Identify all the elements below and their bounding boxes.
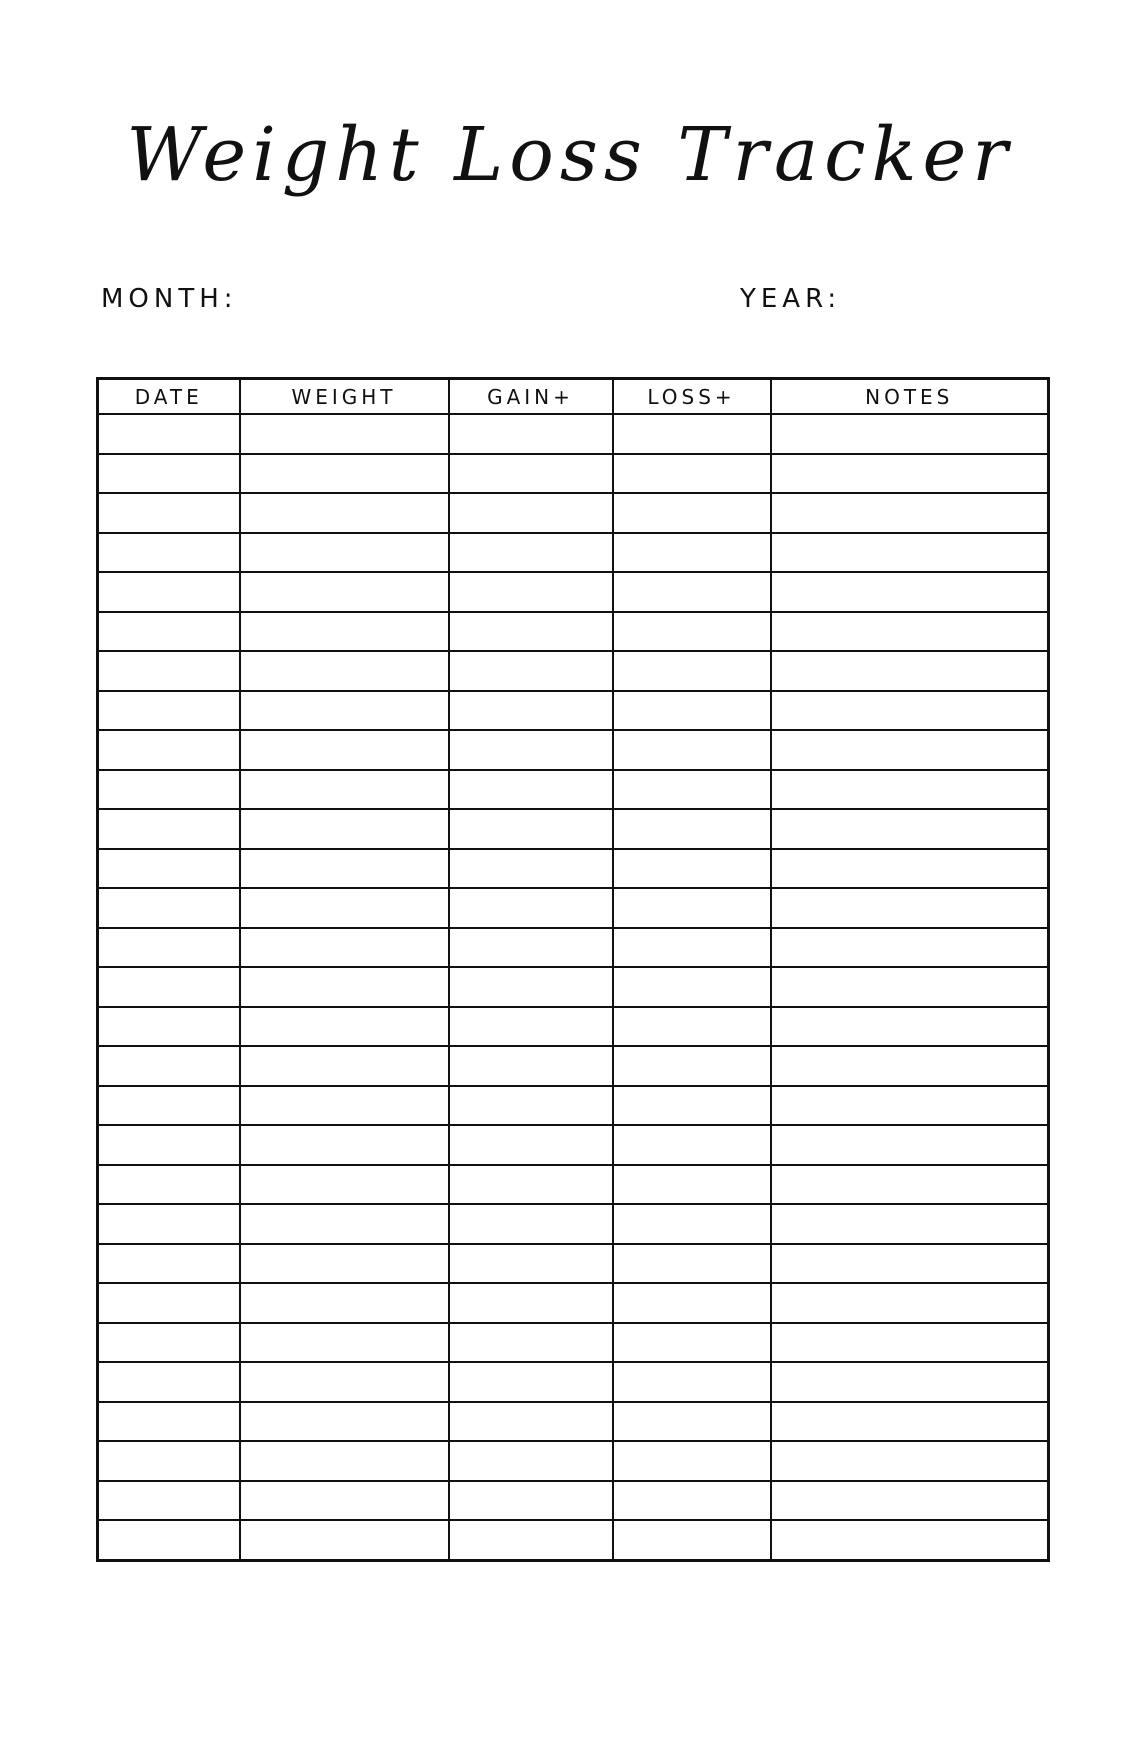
loss-cell[interactable] — [613, 533, 771, 573]
weight-cell[interactable] — [240, 1323, 449, 1363]
notes-cell[interactable] — [771, 888, 1049, 928]
notes-cell[interactable] — [771, 730, 1049, 770]
notes-cell[interactable] — [771, 1046, 1049, 1086]
weight-cell[interactable] — [240, 533, 449, 573]
date-cell[interactable] — [98, 612, 240, 652]
gain-cell[interactable] — [449, 809, 613, 849]
date-cell[interactable] — [98, 770, 240, 810]
table-row — [98, 651, 1049, 691]
notes-cell[interactable] — [771, 1402, 1049, 1442]
date-cell[interactable] — [98, 1402, 240, 1442]
weight-cell[interactable] — [240, 651, 449, 691]
tracker-table — [96, 377, 1050, 1562]
gain-cell[interactable] — [449, 572, 613, 612]
weight-cell[interactable] — [240, 493, 449, 533]
gain-cell[interactable] — [449, 1046, 613, 1086]
table-row — [98, 967, 1049, 1007]
notes-cell[interactable] — [771, 1362, 1049, 1402]
column-header-loss: LOSS+ — [613, 379, 771, 415]
table-row — [98, 1323, 1049, 1363]
gain-cell[interactable] — [449, 1520, 613, 1560]
weight-cell[interactable] — [240, 888, 449, 928]
notes-cell[interactable] — [771, 612, 1049, 652]
weight-cell[interactable] — [240, 1481, 449, 1521]
weight-cell[interactable] — [240, 454, 449, 494]
notes-cell[interactable] — [771, 572, 1049, 612]
date-cell[interactable] — [98, 730, 240, 770]
loss-cell[interactable] — [613, 1086, 771, 1126]
weight-cell[interactable] — [240, 1086, 449, 1126]
notes-cell[interactable] — [771, 849, 1049, 889]
notes-cell[interactable] — [771, 1283, 1049, 1323]
table-row — [98, 928, 1049, 968]
date-cell[interactable] — [98, 809, 240, 849]
notes-cell[interactable] — [771, 1204, 1049, 1244]
weight-cell[interactable] — [240, 1046, 449, 1086]
loss-cell[interactable] — [613, 1125, 771, 1165]
weight-cell[interactable] — [240, 1204, 449, 1244]
weight-cell[interactable] — [240, 1520, 449, 1560]
weight-cell[interactable] — [240, 730, 449, 770]
date-cell[interactable] — [98, 1086, 240, 1126]
page-title: Weight Loss Tracker — [126, 112, 1014, 198]
table-row — [98, 533, 1049, 573]
table-row — [98, 414, 1049, 454]
table-header-row — [98, 379, 1049, 415]
weight-cell[interactable] — [240, 1007, 449, 1047]
gain-cell[interactable] — [449, 849, 613, 889]
date-cell[interactable] — [98, 651, 240, 691]
table-row — [98, 888, 1049, 928]
date-cell[interactable] — [98, 1481, 240, 1521]
weight-cell[interactable] — [240, 1362, 449, 1402]
weight-cell[interactable] — [240, 414, 449, 454]
gain-cell[interactable] — [449, 1007, 613, 1047]
table-row — [98, 1362, 1049, 1402]
loss-cell[interactable] — [613, 493, 771, 533]
notes-cell[interactable] — [771, 1007, 1049, 1047]
loss-cell[interactable] — [613, 1362, 771, 1402]
weight-cell[interactable] — [240, 928, 449, 968]
table-row — [98, 1402, 1049, 1442]
loss-cell[interactable] — [613, 1007, 771, 1047]
table-row — [98, 730, 1049, 770]
weight-cell[interactable] — [240, 1441, 449, 1481]
loss-cell[interactable] — [613, 1244, 771, 1284]
table-row — [98, 1283, 1049, 1323]
loss-cell[interactable] — [613, 888, 771, 928]
date-cell[interactable] — [98, 849, 240, 889]
column-header-gain: GAIN+ — [449, 379, 613, 415]
weight-cell[interactable] — [240, 691, 449, 731]
notes-cell[interactable] — [771, 1323, 1049, 1363]
gain-cell[interactable] — [449, 414, 613, 454]
notes-cell[interactable] — [771, 809, 1049, 849]
year-label: YEAR: — [740, 284, 842, 314]
table-row — [98, 1244, 1049, 1284]
date-cell[interactable] — [98, 1441, 240, 1481]
notes-cell[interactable] — [771, 1441, 1049, 1481]
date-cell[interactable] — [98, 928, 240, 968]
gain-cell[interactable] — [449, 493, 613, 533]
gain-cell[interactable] — [449, 1402, 613, 1442]
table-row — [98, 1204, 1049, 1244]
date-cell[interactable] — [98, 1520, 240, 1560]
date-cell[interactable] — [98, 533, 240, 573]
column-header-notes: NOTES — [771, 379, 1049, 415]
date-cell[interactable] — [98, 454, 240, 494]
table-row — [98, 1165, 1049, 1205]
notes-cell[interactable] — [771, 1481, 1049, 1521]
gain-cell[interactable] — [449, 1125, 613, 1165]
weight-cell[interactable] — [240, 809, 449, 849]
loss-cell[interactable] — [613, 1402, 771, 1442]
date-cell[interactable] — [98, 1283, 240, 1323]
table-row — [98, 1441, 1049, 1481]
notes-cell[interactable] — [771, 1125, 1049, 1165]
weight-cell[interactable] — [240, 1244, 449, 1284]
gain-cell[interactable] — [449, 888, 613, 928]
table-row — [98, 612, 1049, 652]
table-row — [98, 1007, 1049, 1047]
date-cell[interactable] — [98, 1244, 240, 1284]
notes-cell[interactable] — [771, 967, 1049, 1007]
date-cell[interactable] — [98, 1323, 240, 1363]
notes-cell[interactable] — [771, 651, 1049, 691]
date-cell[interactable] — [98, 691, 240, 731]
table-row — [98, 454, 1049, 494]
month-label: MONTH: — [101, 284, 238, 314]
table-row — [98, 572, 1049, 612]
weight-cell[interactable] — [240, 1283, 449, 1323]
loss-cell[interactable] — [613, 414, 771, 454]
date-cell[interactable] — [98, 888, 240, 928]
notes-cell[interactable] — [771, 1086, 1049, 1126]
date-cell[interactable] — [98, 493, 240, 533]
weight-cell[interactable] — [240, 572, 449, 612]
gain-cell[interactable] — [449, 454, 613, 494]
gain-cell[interactable] — [449, 533, 613, 573]
loss-cell[interactable] — [613, 730, 771, 770]
weight-cell[interactable] — [240, 770, 449, 810]
gain-cell[interactable] — [449, 1204, 613, 1244]
date-cell[interactable] — [98, 967, 240, 1007]
gain-cell[interactable] — [449, 651, 613, 691]
gain-cell[interactable] — [449, 691, 613, 731]
table-row — [98, 809, 1049, 849]
gain-cell[interactable] — [449, 1481, 613, 1521]
gain-cell[interactable] — [449, 1283, 613, 1323]
weight-cell[interactable] — [240, 1402, 449, 1442]
date-cell[interactable] — [98, 1046, 240, 1086]
notes-cell[interactable] — [771, 691, 1049, 731]
loss-cell[interactable] — [613, 1283, 771, 1323]
gain-cell[interactable] — [449, 730, 613, 770]
table-row — [98, 691, 1049, 731]
weight-cell[interactable] — [240, 612, 449, 652]
table-row — [98, 1046, 1049, 1086]
weight-cell[interactable] — [240, 1165, 449, 1205]
table-row — [98, 1125, 1049, 1165]
gain-cell[interactable] — [449, 1323, 613, 1363]
gain-cell[interactable] — [449, 967, 613, 1007]
loss-cell[interactable] — [613, 928, 771, 968]
loss-cell[interactable] — [613, 770, 771, 810]
gain-cell[interactable] — [449, 928, 613, 968]
loss-cell[interactable] — [613, 572, 771, 612]
notes-cell[interactable] — [771, 493, 1049, 533]
gain-cell[interactable] — [449, 1086, 613, 1126]
loss-cell[interactable] — [613, 849, 771, 889]
loss-cell[interactable] — [613, 612, 771, 652]
table-row — [98, 849, 1049, 889]
table-row — [98, 1086, 1049, 1126]
column-header-date: DATE — [98, 379, 240, 415]
gain-cell[interactable] — [449, 1362, 613, 1402]
loss-cell[interactable] — [613, 967, 771, 1007]
table-body — [98, 414, 1049, 1560]
notes-cell[interactable] — [771, 454, 1049, 494]
weight-cell[interactable] — [240, 967, 449, 1007]
loss-cell[interactable] — [613, 809, 771, 849]
loss-cell[interactable] — [613, 454, 771, 494]
table-row — [98, 770, 1049, 810]
loss-cell[interactable] — [613, 1520, 771, 1560]
date-cell[interactable] — [98, 1204, 240, 1244]
loss-cell[interactable] — [613, 691, 771, 731]
table-row — [98, 1520, 1049, 1560]
notes-cell[interactable] — [771, 414, 1049, 454]
gain-cell[interactable] — [449, 770, 613, 810]
notes-cell[interactable] — [771, 1520, 1049, 1560]
table-row — [98, 493, 1049, 533]
loss-cell[interactable] — [613, 1046, 771, 1086]
date-cell[interactable] — [98, 414, 240, 454]
gain-cell[interactable] — [449, 1165, 613, 1205]
date-cell[interactable] — [98, 1125, 240, 1165]
loss-cell[interactable] — [613, 1165, 771, 1205]
loss-cell[interactable] — [613, 651, 771, 691]
notes-cell[interactable] — [771, 1244, 1049, 1284]
table-row — [98, 1481, 1049, 1521]
date-cell[interactable] — [98, 1165, 240, 1205]
notes-cell[interactable] — [771, 533, 1049, 573]
date-cell[interactable] — [98, 572, 240, 612]
gain-cell[interactable] — [449, 1441, 613, 1481]
date-cell[interactable] — [98, 1007, 240, 1047]
loss-cell[interactable] — [613, 1441, 771, 1481]
gain-cell[interactable] — [449, 1244, 613, 1284]
notes-cell[interactable] — [771, 770, 1049, 810]
date-cell[interactable] — [98, 1362, 240, 1402]
column-header-weight: WEIGHT — [240, 379, 449, 415]
weight-cell[interactable] — [240, 1125, 449, 1165]
loss-cell[interactable] — [613, 1323, 771, 1363]
notes-cell[interactable] — [771, 1165, 1049, 1205]
loss-cell[interactable] — [613, 1204, 771, 1244]
gain-cell[interactable] — [449, 612, 613, 652]
weight-cell[interactable] — [240, 849, 449, 889]
loss-cell[interactable] — [613, 1481, 771, 1521]
notes-cell[interactable] — [771, 928, 1049, 968]
